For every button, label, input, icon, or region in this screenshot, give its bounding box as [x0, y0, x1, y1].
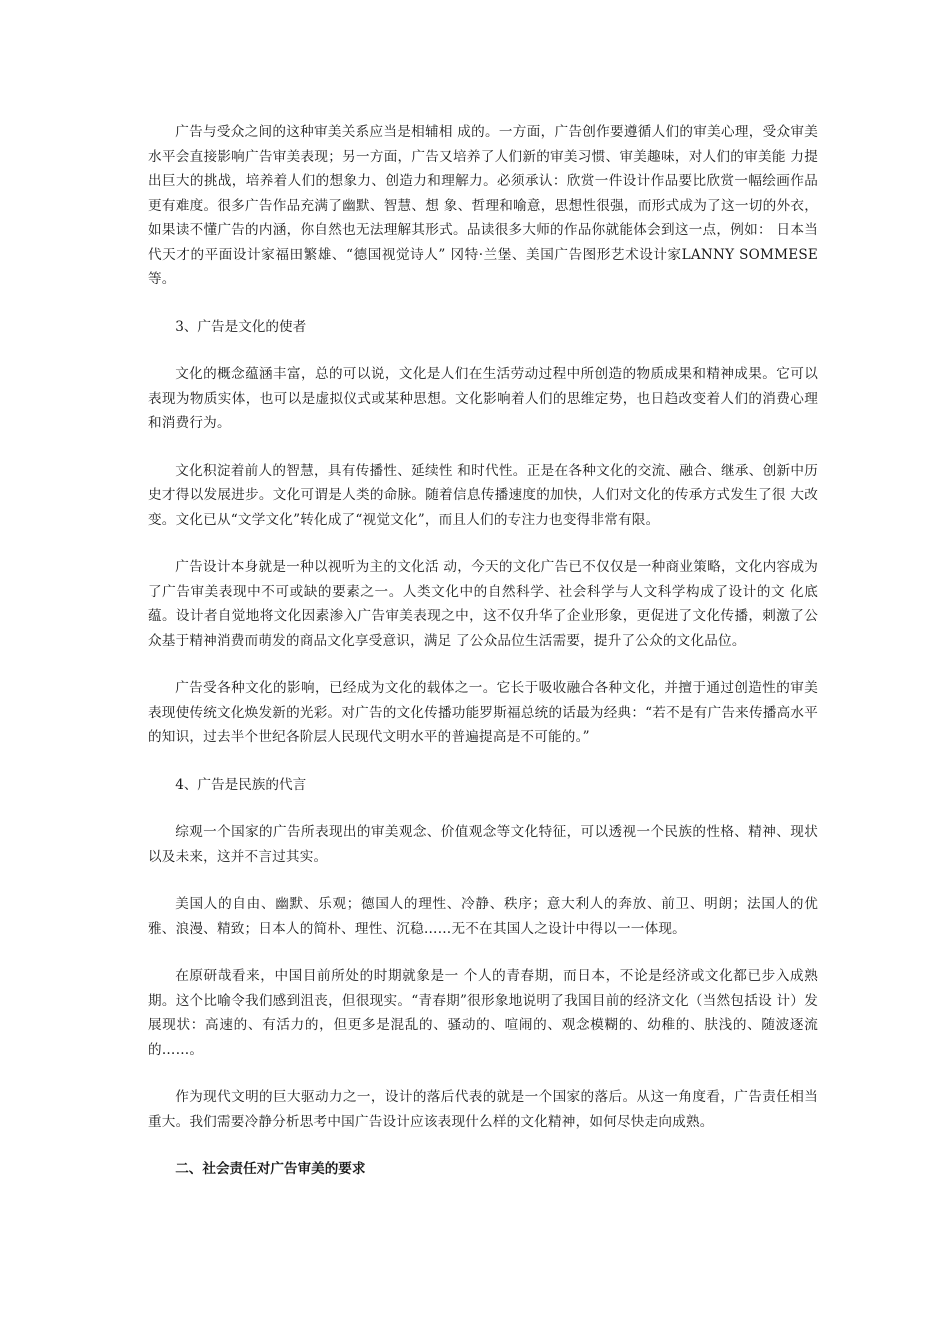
section-heading-culture-messenger: 3、广告是文化的使者 — [175, 318, 307, 335]
section-heading-social-responsibility: 二、社会责任对广告审美的要求 — [175, 1161, 366, 1177]
section-heading-national-voice: 4、广告是民族的代言 — [175, 776, 307, 793]
paragraph-ad-culture-carrier: 广告受各种文化的影响，已经成为文化的载体之一。它长于吸收融合各种文化，并擅于通过创造性的审美表现使传统文化焕发新的光彩。对广告的文化传播功能罗斯福总统的话最为经典：“若不是有广告来传播高水平的知识，过去半个世纪各阶层人民现代文明水平的普遍提高是不可能的。” — [148, 680, 818, 745]
document-page — [148, 120, 818, 1182]
paragraph-national-ads: 综观一个国家的广告所表现出的审美观念、价值观念等文化特征，可以透视一个民族的性格、精神、现状以及未来，这并不言过其实。 — [148, 824, 818, 865]
paragraph-culture-accumulation: 文化积淀着前人的智慧，具有传播性、延续性 和时代性。正是在各种文化的交流、融合、继承、创新中历史才得以发展进步。文化可谓是人类的命脉。随着信息传播速度的加快，人们对文化的传承方式发生了很 大改变。文化已从“文学文化”转化成了“视觉文化”，而且人们的专注力也变得非常有限。 — [148, 462, 818, 528]
paragraph-national-traits: 美国人的自由、幽默、乐观；德国人的理性、冷静、秩序；意大利人的奔放、前卫、明朗；法国人的优雅、浪漫、精致；日本人的简朴、理性、沉稳……无不在其国人之设计中得以一一体现。 — [148, 896, 818, 937]
paragraph-aesthetic-relationship: 广告与受众之间的这种审美关系应当是相辅相 成的。一方面，广告创作要遵循人们的审美心理，受众审美水平会直接影响广告审美表现；另一方面，广告又培养了人们新的审美习惯、审美趣味，对人们的审美能 力提出巨大的挑战，培养着人们的想象力、创造力和理解力。必须承认：欣赏一件设计作品要比欣赏一幅绘画作品更有难度。很多广告作品充满了幽默、智慧、想 象、哲理和喻意，思想性很强，而形式成为了这一切的外衣，如果读不懂广告的内涵，你自然也无法理解其形式。品读很多大师的作品你就能体会到这一点，例如： 日本当代天才的平面设计家福田繁雄、“德国视觉诗人” 冈特·兰堡、美国广告图形艺术设计家LANNY SOMMESE等。 — [148, 124, 818, 287]
paragraph-ad-design-culture: 广告设计本身就是一种以视听为主的文化活 动，今天的文化广告已不仅仅是一种商业策略，文化内容成为了广告审美表现中不可或缺的要素之一。人类文化中的自然科学、社会科学与人文科学构成了设计的文 化底蕴。设计者自觉地将文化因素渗入广告审美表现之中，这不仅升华了企业形象，更促进了文化传播，刺激了公众基于精神消费而萌发的商品文化享受意识，满足 了公众品位生活需要，提升了公众的文化品位。 — [148, 559, 818, 649]
paragraph-culture-concept: 文化的概念蕴涵丰富，总的可以说，文化是人们在生活劳动过程中所创造的物质成果和精神成果。它可以表现为物质实体，也可以是虚拟仪式或某种思想。文化影响着人们的思维定势，也日趋改变着人们的消费心理和消费行为。 — [148, 366, 818, 431]
paragraph-youth-period: 在原研哉看来，中国目前所处的时期就象是一 个人的青春期，而日本，不论是经济或文化都已步入成熟期。这个比喻令我们感到沮丧，但很现实。“青春期”很形象地说明了我国目前的经济文化（当然包括设 计）发展现状：高速的、有活力的，但更多是混乱的、骚动的、喧闹的、观念模糊的、幼稚的、肤浅的、随波逐流的……。 — [148, 968, 818, 1058]
paragraph-modern-civilization: 作为现代文明的巨大驱动力之一，设计的落后代表的就是一个国家的落后。从这一角度看，广告责任相当重大。我们需要冷静分析思考中国广告设计应该表现什么样的文化精神，如何尽快走向成熟。 — [148, 1089, 818, 1130]
